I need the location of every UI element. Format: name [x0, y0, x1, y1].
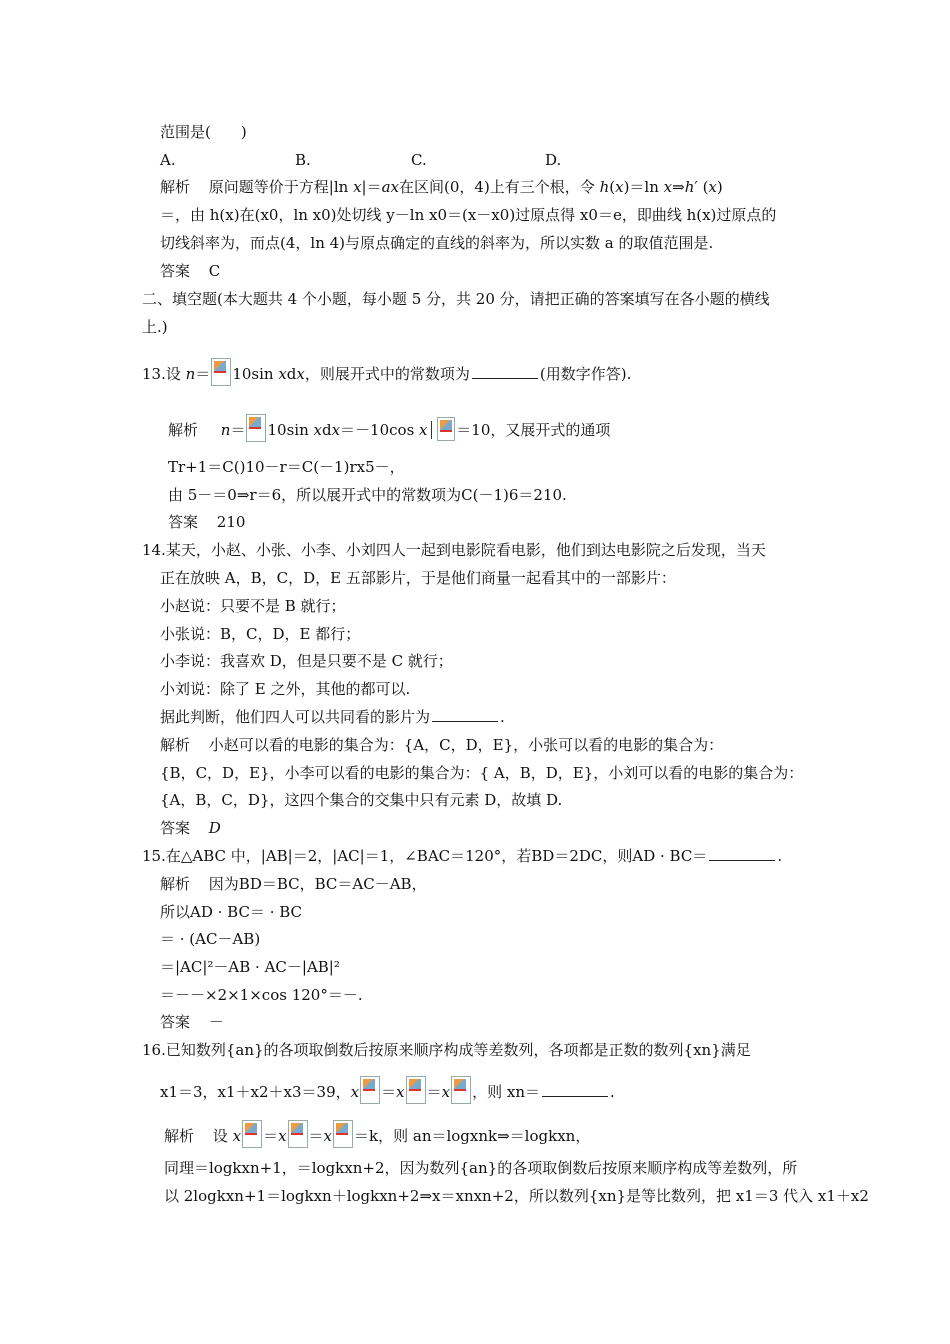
answer-value: D: [208, 819, 221, 837]
q16-text: ＝: [308, 1127, 324, 1145]
q15-text: 15.在△ABC 中，|AB|＝2，|AC|＝1，∠BAC＝120°，若BD＝2DC，则AD · BC＝: [142, 847, 708, 865]
answer-label: 答案: [160, 1013, 191, 1031]
q12-answer: [160, 261, 220, 281]
q12-analysis-line3: 切线斜率为，而点(4，ln 4)与原点确定的直线的斜率为，所以实数 a 的取值范围是.: [160, 234, 714, 252]
q16-text: x: [441, 1083, 451, 1101]
q12-analysis-text: )＝ln: [623, 178, 664, 196]
q16-text: x: [323, 1127, 333, 1145]
formula-image-icon: [211, 358, 231, 386]
answer-blank: [472, 364, 538, 379]
q15-answer: [160, 1012, 224, 1032]
q15-analysis-line3: ＝ · (AC－AB): [160, 930, 261, 948]
q16-text: 设: [212, 1127, 233, 1145]
q12-analysis-text: 在区间(0，4)上有三个根，令: [399, 178, 600, 196]
q13-text: ＝－10cos: [340, 421, 420, 439]
q15-stem: [142, 846, 782, 866]
q13-text: (用数字作答).: [539, 365, 632, 383]
analysis-label: 解析: [160, 736, 191, 754]
q14-stem-line2: 正在放映 A，B，C，D，E 五部影片，于是他们商量一起看其中的一部影片：: [160, 569, 676, 587]
answer-value: C: [208, 262, 221, 280]
q14-statement-zhang: 小张说：B，C，D，E 都行；: [160, 625, 361, 643]
q12-analysis-text: ⇒: [672, 178, 685, 196]
analysis-label: 解析: [164, 1127, 195, 1145]
q16-text: x1＝3，x1＋x2＋x3＝39，: [160, 1083, 351, 1101]
answer-blank: [709, 846, 775, 861]
q13-text: ＝10，又展开式的通项: [456, 421, 611, 439]
q15-analysis-line1: [160, 874, 427, 894]
q12-analysis-line1: 解析 原问题等价于方程|ln x|＝ax在区间(0，4)上有三个根，令 h(x)＝ln x⇒h′ (x): [160, 178, 723, 196]
q16-analysis-line1: [164, 1120, 590, 1148]
q12-analysis-text: |＝: [361, 178, 382, 196]
q12-option-a: A.: [160, 151, 176, 169]
q12-analysis-line2: ＝，由 h(x)在(x0，ln x0)处切线 y－ln x0＝(x－x0)过原点得 x0＝e，即曲线 h(x)过原点的: [160, 206, 777, 224]
q16-text: x: [396, 1083, 405, 1101]
q13-text: ，则展开式中的常数项为: [304, 365, 470, 383]
q12-option-c: C.: [411, 151, 427, 169]
q13-text: ＝: [230, 421, 246, 439]
answer-label: 答案: [160, 819, 191, 837]
q14-analysis-line3: {A，B，C，D}，这四个集合的交集中只有元素 D，故填 D.: [160, 791, 563, 809]
q14-analysis-line1: [160, 735, 723, 755]
q14-analysis-line2: {B，C，D，E}，小李可以看的电影的集合为：{ A，B，D，E}，小刘可以看的电影的集合为：: [160, 764, 804, 782]
q12-analysis-text: 原问题等价于方程|ln: [208, 178, 354, 196]
formula-image-icon: [451, 1076, 471, 1104]
formula-image-icon: [333, 1120, 353, 1148]
q16-stem-line1: 16.已知数列{an}的各项取倒数后按原来顺序构成等差数列，各项都是正数的数列{xn}满足: [142, 1041, 751, 1059]
q13-text: 13.设: [142, 365, 186, 383]
q14-statement-liu: 小刘说：除了 E 之外，其他的都可以.: [160, 680, 411, 698]
q14-statement-li: 小李说：我喜欢 D，但是只要不是 C 就行；: [160, 652, 453, 670]
q12-option-d: D.: [545, 151, 562, 169]
q13-answer: [168, 512, 245, 532]
q14-text: 据此判断，他们四人可以共同看的影片为: [160, 708, 431, 726]
q13-general-term: Tr+1＝C()10－r＝C(－1)rx5－，: [168, 458, 405, 476]
q12-analysis-text: ′ (: [694, 178, 709, 196]
q13-stem: 13.设 n＝ 10sin xdx，则展开式中的常数项为 (用数字作答).: [142, 358, 631, 386]
q16-text: ，则 xn＝: [472, 1083, 540, 1101]
q12-option-b: B.: [295, 151, 311, 169]
answer-value: 210: [216, 513, 246, 531]
q13-analysis: 解析 n＝ 10sin xdx＝－10cos x ＝10，又展开式的通项: [168, 414, 610, 442]
q13-text: 10sin: [267, 421, 314, 439]
q14-answer: [160, 818, 221, 838]
q16-text: .: [609, 1083, 615, 1101]
q14-statement-zhao: 小赵说：只要不是 B 就行；: [160, 597, 346, 615]
answer-value: －: [208, 1013, 224, 1031]
q16-analysis-line2: 同理＝logkxn+1，＝logkxn+2，因为数列{an}的各项取倒数后按原来顺序构成等差数列，所: [164, 1159, 798, 1177]
q16-text: x: [232, 1127, 242, 1145]
formula-image-icon: [406, 1076, 426, 1104]
analysis-label: 解析: [160, 178, 191, 196]
q13-text: d: [286, 365, 297, 383]
q16-text: ＝k，则 an＝logxnk⇒＝logkxn，: [354, 1127, 591, 1145]
formula-image-icon: [360, 1076, 380, 1104]
q16-text: ＝: [381, 1083, 397, 1101]
q13-analysis-conclusion: 由 5－＝0⇒r＝6，所以展开式中的常数项为C(－1)6＝210.: [168, 486, 567, 504]
formula-image-icon: [437, 417, 455, 441]
formula-image-icon: [246, 414, 266, 442]
answer-label: 答案: [160, 262, 191, 280]
q16-text: ＝: [263, 1127, 279, 1145]
formula-image-icon: [242, 1120, 262, 1148]
q14-judge: [160, 707, 505, 727]
section-heading-line2: 上.): [142, 318, 168, 336]
q16-stem-line2: [160, 1076, 615, 1104]
answer-blank: [542, 1082, 608, 1097]
q16-analysis-line3: 以 2logkxn+1＝logkxn＋logkxn+2⇒x＝xnxn+2，所以数列{xn}是等比数列，把 x1＝3 代入 x1＋x2: [164, 1187, 869, 1205]
q15-text: 因为BD＝BC，BC＝AC－AB，: [208, 875, 427, 893]
answer-label: 答案: [168, 513, 199, 531]
q16-text: x: [278, 1127, 287, 1145]
q14-text: .: [500, 708, 505, 726]
q15-analysis-line2: 所以AD · BC＝ · BC: [160, 903, 303, 921]
q14-text: 小赵可以看的电影的集合为：{A，C，D，E}，小张可以看的电影的集合为：: [208, 736, 724, 754]
q13-text: d: [321, 421, 332, 439]
q15-analysis-line5: ＝－－×2×1×cos 120°＝－.: [160, 986, 363, 1004]
analysis-label: 解析: [168, 421, 199, 439]
q15-text: .: [777, 847, 783, 865]
formula-image-icon: [288, 1120, 308, 1148]
q14-stem-line1: 14.某天，小赵、小张、小李、小刘四人一起到电影院看电影，他们到达电影院之后发现，当天: [142, 541, 766, 559]
q12-analysis-text: ): [716, 178, 723, 196]
section-heading-line1: 二、填空题(本大题共 4 个小题，每小题 5 分，共 20 分，请把正确的答案填写在各小题的横线: [142, 290, 770, 308]
q12-analysis-text: (: [609, 178, 616, 196]
q15-analysis-line4: ＝|AC|²－AB · AC－|AB|²: [160, 958, 340, 976]
q16-text: ＝: [426, 1083, 442, 1101]
q16-text: x: [350, 1083, 360, 1101]
q13-text: 10sin: [232, 365, 279, 383]
q12-stem-tail: 范围是( ): [160, 123, 247, 141]
analysis-label: 解析: [160, 875, 191, 893]
answer-blank: [432, 707, 498, 722]
q13-text: ＝: [195, 365, 211, 383]
